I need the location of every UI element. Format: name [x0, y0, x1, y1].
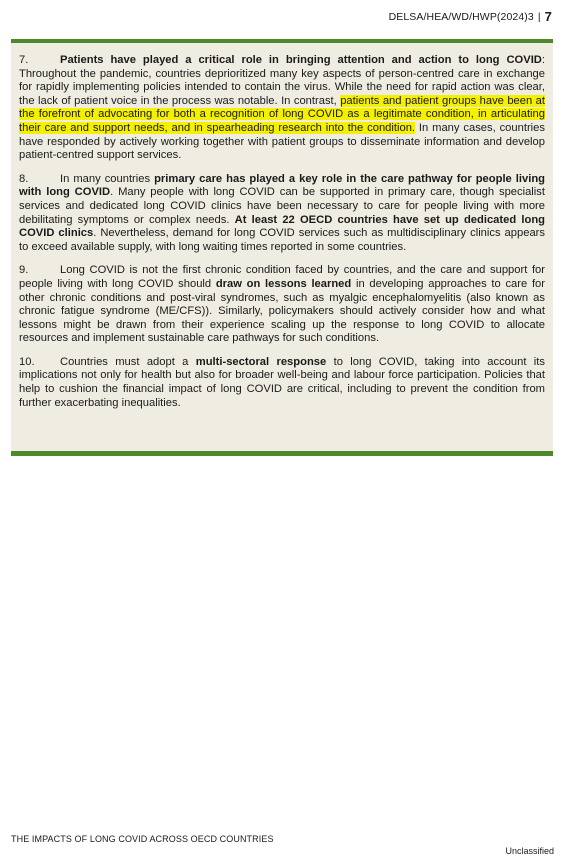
body-text: : Throughout the pandemic, countries deprioritized many key aspects of person-centred care in exchange for rapidly implementing policies intended to contain the virus. While the need for rapid action was clear, the lack of patient voice in the process was notable. In contrast,	[19, 54, 545, 107]
page-header	[389, 9, 552, 24]
page-number: 7	[544, 9, 552, 24]
body-text: In many cases, countries have responded by actively working together with patient groups to disseminate information and develop patient-centred support services.	[19, 121, 545, 162]
bold-text: At least 22 OECD countries have set up dedicated long COVID clinics	[19, 213, 545, 240]
paragraph-number: 8.	[19, 172, 29, 185]
paragraph-9	[19, 264, 545, 346]
highlighted-text: patients and patient groups have been at the forefront of advocating for both a recognition of long COVID as a legitimate condition, in articulating their care and support needs, and in spearheading research into the condition.	[19, 94, 545, 134]
paragraph-number: 7.	[19, 54, 29, 66]
footer-title: THE IMPACTS OF LONG COVID ACROSS OECD COUNTRIES	[11, 834, 274, 844]
bold-text: multi-sectoral response	[195, 355, 327, 368]
body-text: in developing approaches to care for other chronic conditions and post-viral syndromes, such as myalgic encephalomyelitis (also known as chronic fatigue syndrome (ME/CFS)). Similarly, policymakers should actively consider how and what lessons might be drawn from their experience scaling up the response to long COVID to allocate resources and implement sustainable care pathways for such conditions.	[19, 277, 545, 345]
body-text: to long COVID, taking into account its implications not only for health but also for broader well-being and labour force participation. Policies that help to cushion the financial impact of long COVID are critical, including to prevent the condition from further exacerbating inequalities.	[19, 355, 545, 409]
classification-label: Unclassified	[505, 846, 554, 856]
header-separator: |	[537, 10, 541, 23]
body-text: Long COVID is not the first chronic condition faced by countries, and the care and support for people living with long COVID should	[19, 264, 545, 290]
document-id: DELSA/HEA/WD/HWP(2024)3	[388, 10, 534, 23]
body-text: Countries must adopt a	[60, 355, 196, 368]
body-text: In many countries	[60, 172, 155, 185]
body-text: . Many people with long COVID can be supported in primary care, though specialist services and dedicated long COVID clinics have been necessary to care for people living with more debilitating symptoms or complex needs.	[19, 186, 545, 226]
bold-text: primary care has played a key role in the care pathway for people living with long COVID	[19, 172, 545, 199]
paragraph-7	[19, 54, 545, 163]
bold-text: draw on lessons learned	[215, 277, 352, 290]
paragraph-number: 9.	[19, 264, 29, 277]
paragraph-number: 10.	[19, 355, 35, 368]
body-text: . Nevertheless, demand for long COVID services such as multidisciplinary clinics appears to exceed available supply, with long waiting times reported in some countries.	[19, 227, 545, 253]
summary-box	[11, 39, 553, 456]
bold-text: Patients have played a critical role in bringing attention and action to long COVID	[60, 54, 542, 66]
paragraph-8	[19, 173, 545, 255]
paragraph-10	[19, 356, 545, 410]
